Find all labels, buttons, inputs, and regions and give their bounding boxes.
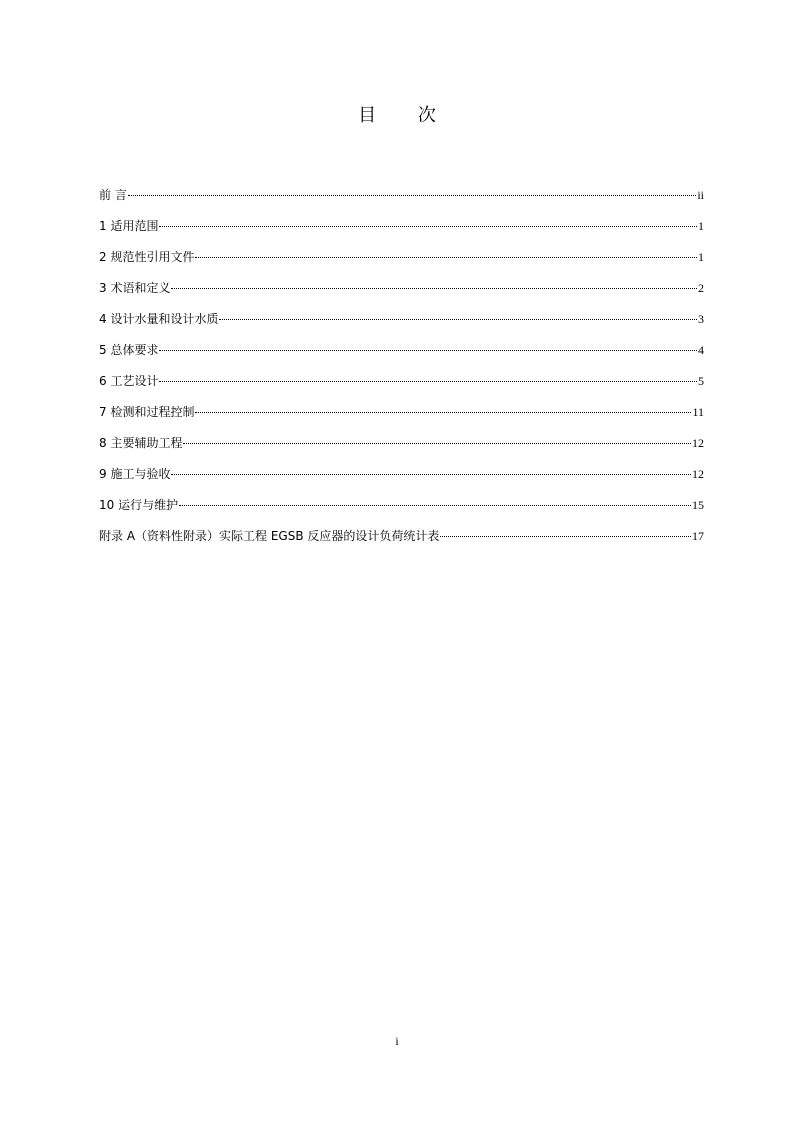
toc-entry-page: ii	[697, 188, 704, 202]
toc-dot-leader	[128, 195, 697, 196]
toc-dot-leader	[159, 381, 697, 382]
toc-dot-leader	[195, 257, 697, 258]
toc-entry-terms-definitions[interactable]	[99, 279, 704, 310]
toc-entry-label: 4 设计水量和设计水质	[99, 312, 219, 326]
toc-entry-page: 1	[698, 219, 704, 233]
toc-dot-leader	[171, 288, 697, 289]
toc-entry-auxiliary-works[interactable]	[99, 434, 704, 465]
toc-entry-general-requirements[interactable]	[99, 341, 704, 372]
toc-entry-label: 2 规范性引用文件	[99, 250, 195, 264]
page-number: i	[395, 1034, 399, 1048]
toc-entry-page: 17	[692, 529, 704, 543]
toc-dot-leader	[219, 319, 697, 320]
toc-entry-page: 1	[698, 250, 704, 264]
toc-entry-page: 2	[698, 281, 704, 295]
toc-dot-leader	[179, 505, 691, 506]
toc-entry-page: 4	[698, 343, 704, 357]
toc-entry-operation-maintenance[interactable]	[99, 496, 704, 527]
toc-dot-leader	[159, 350, 697, 351]
toc-entry-scope[interactable]	[99, 217, 704, 248]
toc-entry-page: 12	[692, 467, 704, 481]
toc-entry-construction-acceptance[interactable]	[99, 465, 704, 496]
toc-entry-monitoring-control[interactable]	[99, 403, 704, 434]
toc-entry-page: 15	[692, 498, 704, 512]
toc-entry-appendix-a[interactable]	[99, 527, 704, 558]
toc-dot-leader	[440, 536, 691, 537]
toc-entry-label: 前 言	[99, 188, 127, 202]
toc-entry-label: 附录 A（资料性附录）实际工程 EGSB 反应器的设计负荷统计表	[99, 529, 440, 543]
toc-entry-label: 5 总体要求	[99, 343, 159, 357]
toc-entry-foreword[interactable]	[99, 186, 704, 217]
toc-entry-label: 10 运行与维护	[99, 498, 179, 512]
toc-dot-leader	[171, 474, 691, 475]
page-title: 目 次	[358, 105, 454, 126]
table-of-contents	[99, 186, 704, 558]
toc-entry-page: 12	[692, 436, 704, 450]
toc-entry-page: 3	[698, 312, 704, 326]
toc-entry-label: 9 施工与验收	[99, 467, 171, 481]
toc-dot-leader	[195, 412, 691, 413]
toc-entry-design-water[interactable]	[99, 310, 704, 341]
toc-entry-label: 8 主要辅助工程	[99, 436, 183, 450]
toc-entry-label: 3 术语和定义	[99, 281, 171, 295]
toc-entry-page: 11	[692, 405, 704, 419]
toc-entry-label: 7 检测和过程控制	[99, 405, 195, 419]
toc-entry-label: 6 工艺设计	[99, 374, 159, 388]
toc-dot-leader	[159, 226, 697, 227]
toc-dot-leader	[183, 443, 691, 444]
toc-entry-label: 1 适用范围	[99, 219, 159, 233]
toc-entry-process-design[interactable]	[99, 372, 704, 403]
toc-entry-normative-references[interactable]	[99, 248, 704, 279]
toc-entry-page: 5	[698, 374, 704, 388]
